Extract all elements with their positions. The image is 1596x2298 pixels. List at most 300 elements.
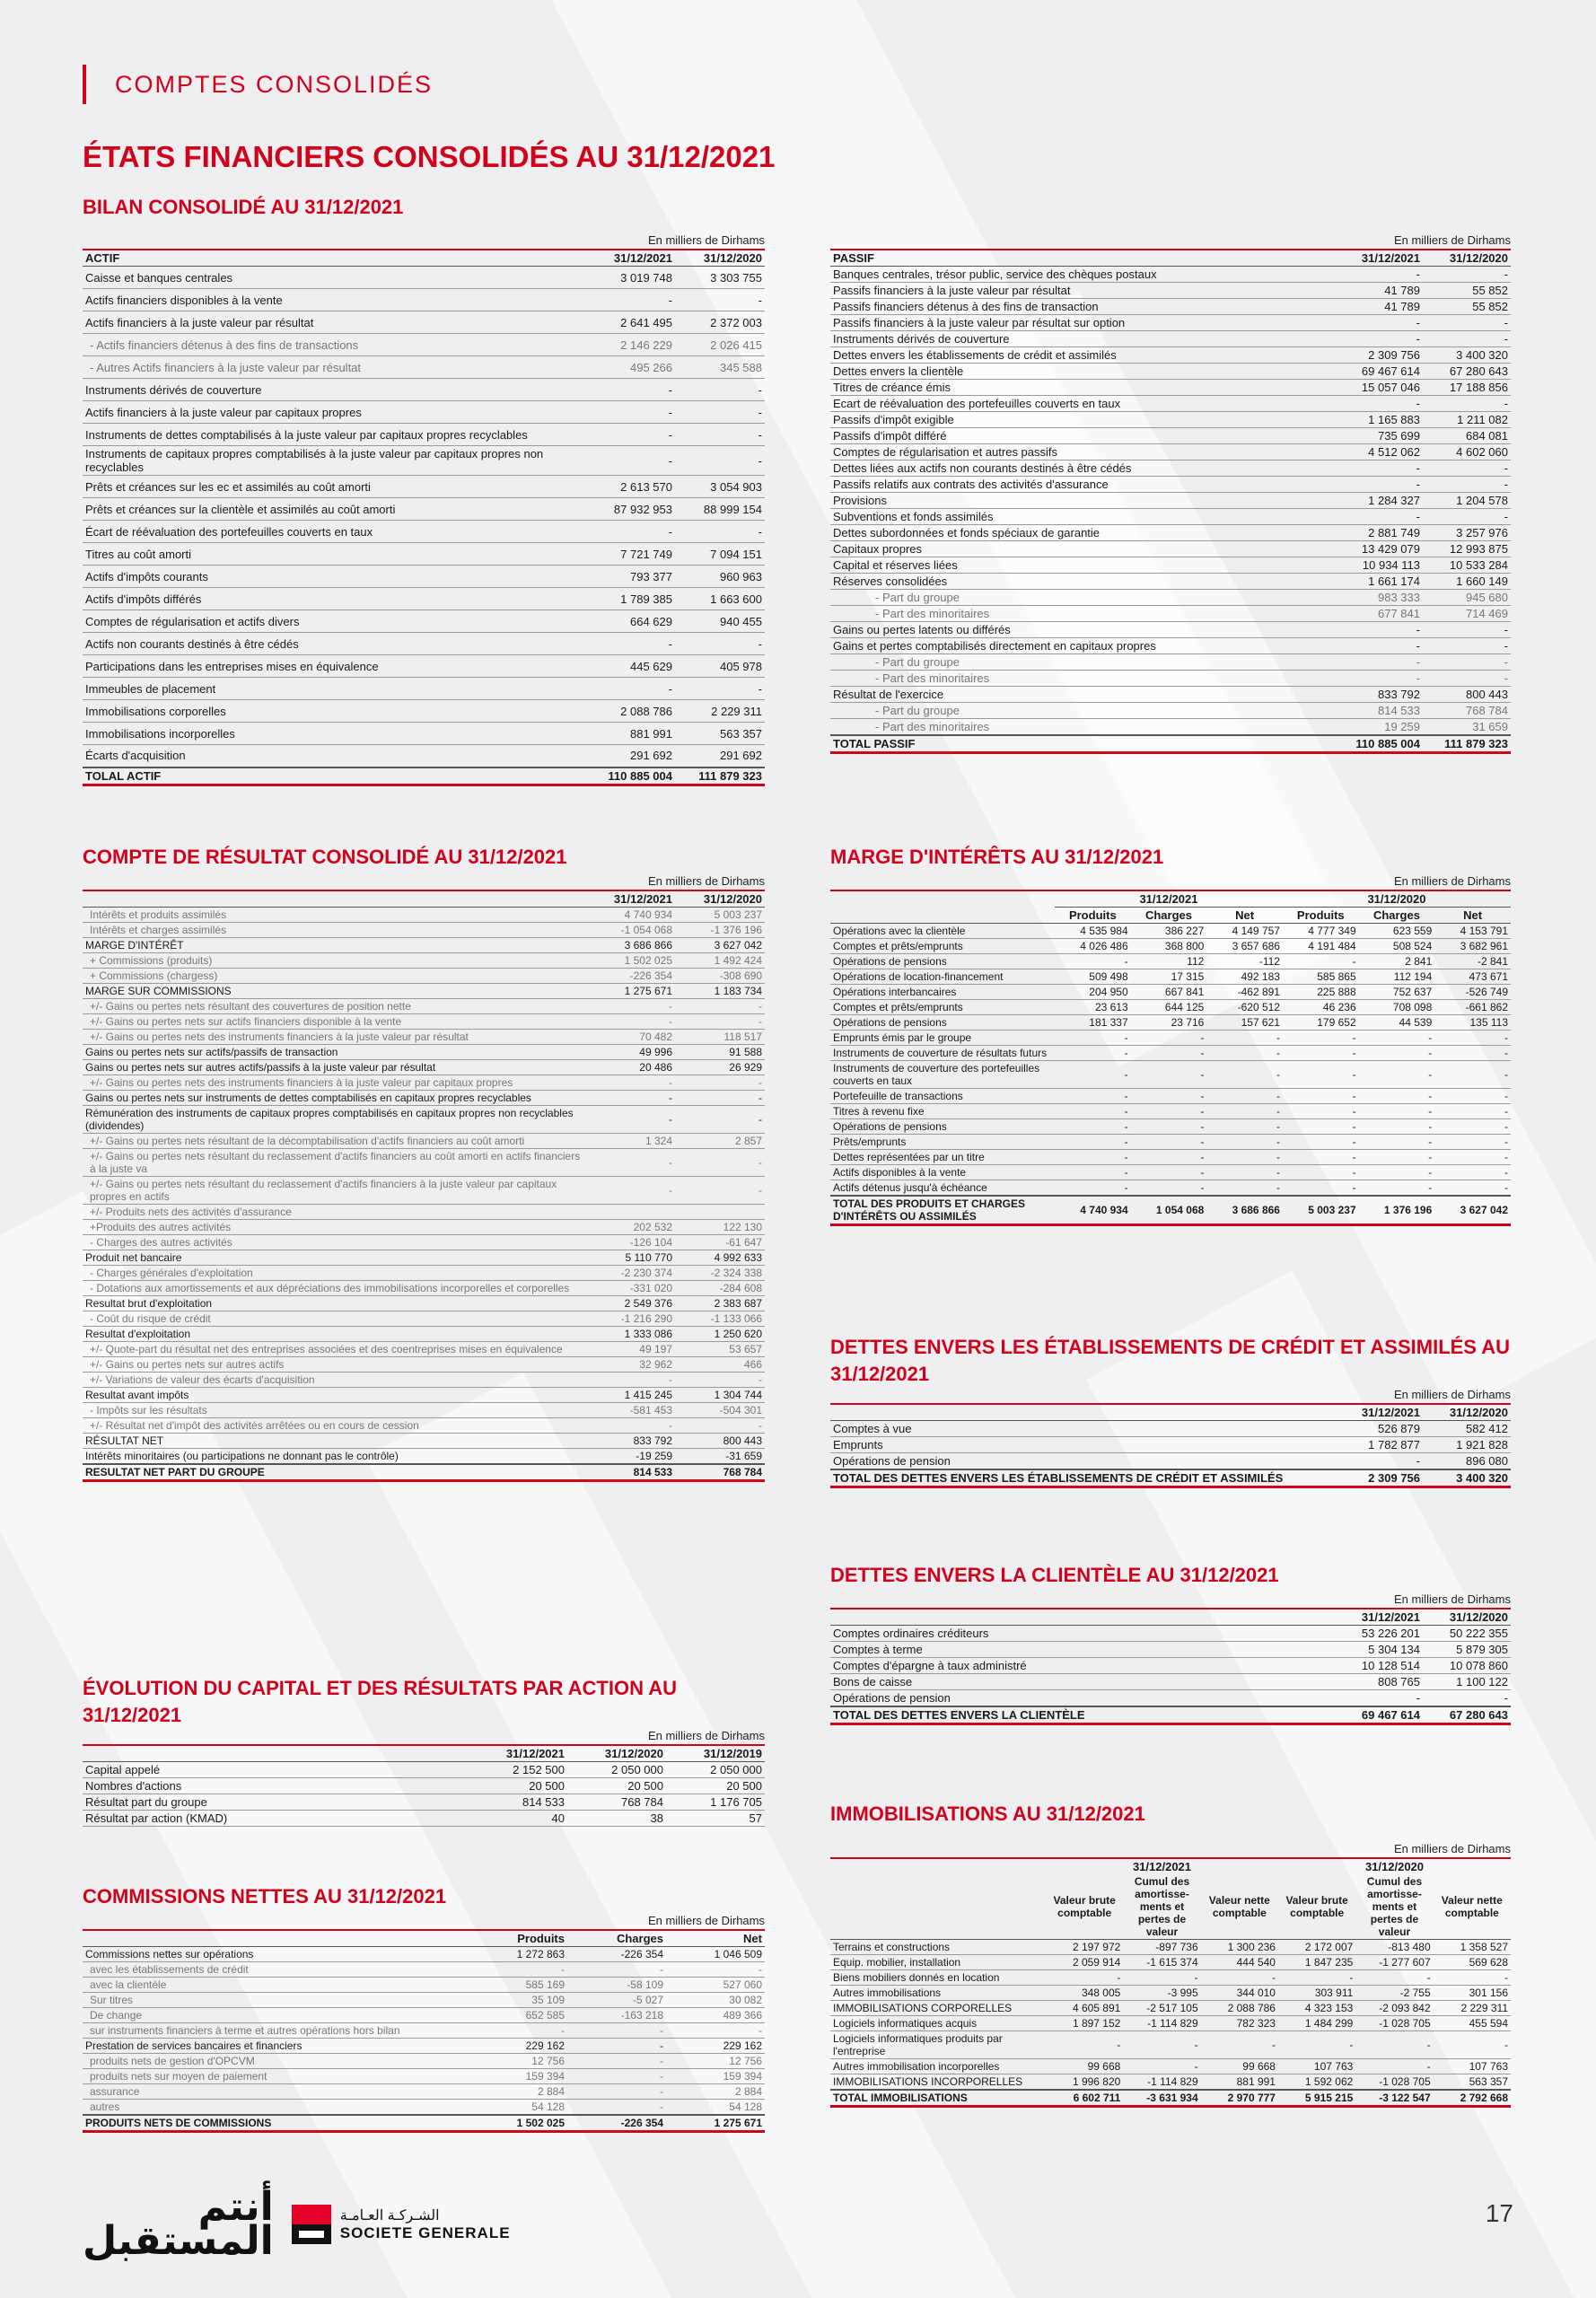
row-label: Actifs financiers à la juste valeur par résultat	[83, 311, 585, 334]
row-value: -	[1333, 267, 1423, 283]
row-value: -	[1434, 1046, 1511, 1061]
row-label: Comptes et prêts/emprunts	[830, 939, 1055, 954]
row-label: Actifs d'impôts différés	[83, 588, 585, 610]
row-value: -	[469, 1962, 567, 1978]
row-value: 12 756	[666, 2054, 765, 2069]
row-label: Capital et réserves liées	[830, 557, 1333, 574]
row-value: 1 304 744	[675, 1388, 765, 1403]
row-value: 1 211 082	[1423, 412, 1511, 428]
table-row	[83, 1091, 765, 1106]
row-value: -1 615 374	[1123, 1955, 1200, 1970]
page-title: ÉTATS FINANCIERS CONSOLIDÉS AU 31/12/2021	[83, 140, 776, 173]
row-label: +/- Gains ou pertes nets résultant de la décomptabilisation d'actifs financiers au coût amorti	[83, 1134, 585, 1149]
row-value: 5 879 305	[1423, 1642, 1511, 1658]
commissions-total	[83, 2115, 765, 2132]
row-label: Comptes de régularisation et actifs divers	[83, 610, 585, 633]
row-value: -61 647	[675, 1235, 765, 1250]
immo-section	[830, 1801, 1511, 2108]
table-row	[83, 2069, 765, 2084]
row-value: -	[1055, 1061, 1131, 1089]
row-label: Produit net bancaire	[83, 1250, 585, 1266]
table-row	[830, 331, 1511, 347]
row-label: - Charges générales d'exploitation	[83, 1266, 585, 1281]
marge-corner	[830, 890, 1055, 908]
row-value: -	[1333, 509, 1423, 525]
row-value: 800 443	[1423, 687, 1511, 703]
row-value: 118 517	[675, 1030, 765, 1045]
unit-label: En milliers de Dirhams	[1393, 233, 1511, 247]
table-row	[830, 2016, 1511, 2031]
row-value: -	[1131, 1104, 1207, 1119]
row-value: 1 183 734	[675, 984, 765, 999]
table-row	[83, 610, 765, 633]
row-value: 1 996 820	[1046, 2074, 1123, 2091]
row-value: -	[585, 1149, 675, 1177]
table-row	[830, 396, 1511, 412]
resultat-col-2020: 31/12/2020	[675, 890, 765, 908]
immo-col-amort-2020: Cumul des amortisse-ments et pertes de valeur	[1355, 1874, 1433, 1940]
table-row	[830, 444, 1511, 460]
table-row	[830, 1986, 1511, 2001]
total-label: TOTAL DES DETTES ENVERS LA CLIENTÈLE	[830, 1706, 1333, 1724]
actif-body	[83, 267, 765, 767]
table-row	[83, 1978, 765, 1993]
row-label: Instruments de capitaux propres comptabilisés à la juste valeur par capitaux propres non recyclables	[83, 446, 585, 476]
row-label: +/- Gains ou pertes nets résultant du reclassement d'actifs financiers à la juste valeur par capitaux propres en actifs	[83, 1177, 585, 1205]
table-row	[830, 1180, 1511, 1197]
marge-col-produits-2021: Produits	[1055, 908, 1131, 924]
row-value: 301 156	[1434, 1986, 1511, 2001]
row-value: 793 377	[585, 566, 675, 588]
row-value: -	[1434, 1135, 1511, 1150]
societe-generale-logo	[292, 2205, 511, 2244]
immo-table	[830, 1857, 1511, 2108]
row-label: Comptes à terme	[830, 1642, 1333, 1658]
row-label: - Autres Actifs financiers à la juste valeur par résultat	[83, 356, 585, 379]
row-label: Prêts et créances sur les ec et assimilés au coût amorti	[83, 476, 585, 498]
row-value: 1 484 299	[1278, 2016, 1355, 2031]
row-label: Actifs d'impôts courants	[83, 566, 585, 588]
row-value: -462 891	[1206, 985, 1283, 1000]
table-row	[83, 1403, 765, 1418]
row-value: -1 028 705	[1355, 2074, 1433, 2091]
table-row	[830, 1089, 1511, 1104]
dettes-clientele-header-row	[830, 1609, 1511, 1626]
row-value: -	[675, 401, 765, 424]
row-value: 2 372 003	[675, 311, 765, 334]
row-label: Instruments de couverture des portefeuilles couverts en taux	[830, 1061, 1055, 1089]
row-value: 1 333 086	[585, 1327, 675, 1342]
row-label: +/- Résultat net d'impôt des activités arrêtées ou en cours de cession	[83, 1418, 585, 1434]
commissions-section	[83, 1883, 765, 2133]
row-value: 1 661 174	[1333, 574, 1423, 590]
row-value: -126 104	[585, 1235, 675, 1250]
table-row	[83, 2023, 765, 2039]
sg-arabic-name: الشـركـة العـامـة	[339, 2208, 440, 2223]
row-value: -	[675, 678, 765, 700]
table-row	[830, 412, 1511, 428]
row-value: 107 763	[1434, 2059, 1511, 2074]
row-value: -	[1206, 1165, 1283, 1180]
table-row	[830, 1626, 1511, 1642]
row-value: 677 841	[1333, 606, 1423, 622]
total-value: 814 533	[585, 1464, 675, 1481]
row-value: 55 852	[1423, 299, 1511, 315]
row-value: -	[1359, 1165, 1435, 1180]
row-value: 508 524	[1359, 939, 1435, 954]
row-value: 582 412	[1423, 1421, 1511, 1437]
table-row	[830, 671, 1511, 687]
row-label: +/- Variations de valeur des écarts d'acquisition	[83, 1373, 585, 1388]
row-value: -	[585, 1014, 675, 1030]
table-row	[830, 1000, 1511, 1015]
dettes-clientele-total	[830, 1706, 1511, 1724]
row-value: 4 191 484	[1283, 939, 1359, 954]
row-value: 881 991	[1201, 2074, 1278, 2091]
row-value: -	[1055, 1104, 1131, 1119]
row-label: Passifs financiers à la juste valeur par résultat sur option	[830, 315, 1333, 331]
row-value: -	[585, 633, 675, 655]
row-label: - Dotations aux amortissements et aux dépréciations des immobilisations incorporelles et corporelles	[83, 1281, 585, 1296]
row-value: 4 602 060	[1423, 444, 1511, 460]
table-row	[83, 1075, 765, 1091]
row-label: Instruments de couverture de résultats futurs	[830, 1046, 1055, 1061]
row-value: -	[1434, 1150, 1511, 1165]
row-value: 53 226 201	[1333, 1626, 1423, 1642]
row-value: -	[1206, 1046, 1283, 1061]
row-label: Banques centrales, trésor public, service des chèques postaux	[830, 267, 1333, 283]
row-label: Titres à revenu fixe	[830, 1104, 1055, 1119]
table-row	[83, 424, 765, 446]
table-row	[83, 2084, 765, 2100]
row-label: - Part des minoritaires	[830, 719, 1333, 736]
row-value: -284 608	[675, 1281, 765, 1296]
total-row	[83, 767, 765, 785]
row-value: -	[1131, 1180, 1207, 1197]
table-row	[830, 638, 1511, 654]
row-label: avec les établissements de crédit	[83, 1962, 469, 1978]
total-value: -3 631 934	[1123, 2090, 1200, 2107]
row-label: Opérations de pensions	[830, 1015, 1055, 1031]
marge-col-charges-2020: Charges	[1359, 908, 1435, 924]
row-label: Instruments dérivés de couverture	[830, 331, 1333, 347]
row-label: Gains ou pertes nets sur autres actifs/passifs à la juste valeur par résultat	[83, 1060, 585, 1075]
resultat-body	[83, 908, 765, 1465]
row-value: -1 054 068	[585, 923, 675, 938]
table-row	[83, 1388, 765, 1403]
row-value: 1 663 600	[675, 588, 765, 610]
row-label: Actifs financiers disponibles à la vente	[83, 289, 585, 311]
row-value: -	[567, 2023, 666, 2039]
table-row	[830, 1119, 1511, 1135]
row-value: -	[1201, 1970, 1278, 1986]
row-value: 15 057 046	[1333, 380, 1423, 396]
table-row	[83, 969, 765, 984]
row-value: 814 533	[469, 1794, 567, 1811]
row-label: Prestation de services bancaires et financiers	[83, 2039, 469, 2054]
row-label: - Part du groupe	[830, 654, 1333, 671]
dettes-credit-header-row	[830, 1404, 1511, 1421]
row-label: +Produits des autres activités	[83, 1220, 585, 1235]
row-value: 3 400 320	[1423, 347, 1511, 364]
row-value: 684 081	[1423, 428, 1511, 444]
row-value: -	[1423, 671, 1511, 687]
row-value: -	[1423, 331, 1511, 347]
resultat-section	[83, 844, 765, 1482]
actif-section	[83, 233, 765, 786]
marge-total	[830, 1196, 1511, 1225]
row-value: -581 453	[585, 1403, 675, 1418]
dettes-clientele-col-2020: 31/12/2020	[1423, 1609, 1511, 1626]
table-row	[830, 654, 1511, 671]
sg-square-icon	[292, 2205, 331, 2244]
bilan-section	[83, 194, 1510, 221]
table-row	[830, 299, 1511, 315]
row-label: Sur titres	[83, 1993, 469, 2008]
table-row	[83, 1373, 765, 1388]
row-value: 20 500	[567, 1778, 666, 1794]
row-label: Opérations avec la clientèle	[830, 924, 1055, 939]
table-row	[83, 1296, 765, 1311]
row-value: 1 165 883	[1333, 412, 1423, 428]
row-value: -	[1333, 396, 1423, 412]
row-value: 99 668	[1046, 2059, 1123, 2074]
row-label: - Part des minoritaires	[830, 606, 1333, 622]
total-row	[83, 2115, 765, 2132]
antoum-al-moustakbal-logo	[83, 2184, 274, 2264]
row-value: 53 657	[675, 1342, 765, 1357]
marge-section	[830, 844, 1511, 1226]
row-label: Actifs détenus jusqu'à échéance	[830, 1180, 1055, 1197]
marge-header-row	[830, 908, 1511, 924]
evolution-title: ÉVOLUTION DU CAPITAL ET DES RÉSULTATS PAR ACTION AU 31/12/2021	[83, 1677, 678, 1726]
row-label: MARGE SUR COMMISSIONS	[83, 984, 585, 999]
row-value: 1 176 705	[666, 1794, 765, 1811]
row-label: Rémunération des instruments de capitaux propres comptabilisés en capitaux propres non recyclables (dividendes)	[83, 1106, 585, 1134]
row-value: 833 792	[1333, 687, 1423, 703]
row-value: -	[1423, 638, 1511, 654]
row-value: 2 026 415	[675, 334, 765, 356]
row-value: -	[1055, 954, 1131, 969]
resultat-header-row	[83, 890, 765, 908]
row-value: -	[675, 1177, 765, 1205]
row-label: produits nets de gestion d'OPCVM	[83, 2054, 469, 2069]
row-label: Actifs non courants destinés à être cédés	[83, 633, 585, 655]
row-value: -	[1055, 1150, 1131, 1165]
row-value: -	[585, 1091, 675, 1106]
row-label: Opérations de pension	[830, 1453, 1333, 1470]
row-value: -	[1131, 1119, 1207, 1135]
row-value: -	[1123, 2031, 1200, 2059]
marge-table	[830, 890, 1511, 1226]
row-value: 1 272 863	[469, 1947, 567, 1962]
row-value: 386 227	[1131, 924, 1207, 939]
row-value: -	[1055, 1135, 1131, 1150]
marge-col-produits-2020: Produits	[1283, 908, 1359, 924]
row-label: Biens mobiliers donnés en location	[830, 1970, 1046, 1986]
table-row	[830, 719, 1511, 736]
row-value: 445 629	[585, 655, 675, 678]
table-row	[83, 1418, 765, 1434]
row-value: 2 088 786	[585, 700, 675, 723]
table-row	[83, 700, 765, 723]
actif-col-2021: 31/12/2021	[585, 250, 675, 267]
table-row	[83, 521, 765, 543]
immo-year-row	[830, 1858, 1511, 1874]
sg-french-name: SOCIETE GENERALE	[339, 2224, 511, 2241]
row-value: -	[1359, 1150, 1435, 1165]
table-row	[830, 525, 1511, 541]
row-value: 563 357	[1434, 2074, 1511, 2091]
row-label: Comptes et prêts/emprunts	[830, 1000, 1055, 1015]
row-value: -	[1283, 954, 1359, 969]
row-value: 46 236	[1283, 1000, 1359, 1015]
table-row	[83, 633, 765, 655]
row-value: -	[585, 999, 675, 1014]
row-label: Actifs financiers à la juste valeur par capitaux propres	[83, 401, 585, 424]
row-label: Autres immobilisations	[830, 1986, 1046, 2001]
row-value: 159 394	[469, 2069, 567, 2084]
table-row	[83, 311, 765, 334]
commissions-col-net: Net	[666, 1930, 765, 1947]
dettes-clientele-body	[830, 1626, 1511, 1707]
row-value: -	[567, 2039, 666, 2054]
marge-col-label	[830, 908, 1055, 924]
table-row	[83, 1311, 765, 1327]
row-value: 10 533 284	[1423, 557, 1511, 574]
actif-table	[83, 249, 765, 786]
row-value: 492 183	[1206, 969, 1283, 985]
row-value: 30 082	[666, 1993, 765, 2008]
row-value: 444 540	[1201, 1955, 1278, 1970]
row-label: produits nets sur moyen de paiement	[83, 2069, 469, 2084]
row-value: -1 114 829	[1123, 2074, 1200, 2091]
table-row	[83, 655, 765, 678]
table-row	[83, 1762, 765, 1778]
row-value: -	[1333, 638, 1423, 654]
row-value: -	[585, 1177, 675, 1205]
row-value: -	[675, 1014, 765, 1030]
total-value: 2 309 756	[1333, 1469, 1423, 1487]
table-row	[83, 588, 765, 610]
row-value: -	[675, 379, 765, 401]
footer-logos	[83, 2184, 511, 2264]
table-row	[830, 939, 1511, 954]
row-value: 2 059 914	[1046, 1955, 1123, 1970]
unit-label: En milliers de Dirhams	[1393, 1388, 1511, 1401]
row-value: 1 492 424	[675, 953, 765, 969]
total-label: TOTAL IMMOBILISATIONS	[830, 2090, 1046, 2107]
row-value: 291 692	[585, 745, 675, 767]
bilan-title: BILAN CONSOLIDÉ AU 31/12/2021	[83, 196, 404, 218]
row-value: -	[675, 1373, 765, 1388]
row-label: Subventions et fonds assimilés	[830, 509, 1333, 525]
total-label: PRODUITS NETS DE COMMISSIONS	[83, 2115, 469, 2132]
row-value: 714 469	[1423, 606, 1511, 622]
row-value: 20 500	[469, 1778, 567, 1794]
table-row	[83, 2039, 765, 2054]
row-value: 2 197 972	[1046, 1940, 1123, 1955]
passif-section	[830, 233, 1511, 754]
row-value: 2 152 500	[469, 1762, 567, 1778]
table-row	[83, 908, 765, 923]
row-value: 509 498	[1055, 969, 1131, 985]
table-row	[83, 476, 765, 498]
row-label: Instruments dérivés de couverture	[83, 379, 585, 401]
row-label: Capitaux propres	[830, 541, 1333, 557]
row-value: 2 383 687	[675, 1296, 765, 1311]
row-value: 495 266	[585, 356, 675, 379]
table-row	[830, 1046, 1511, 1061]
passif-header-row	[830, 250, 1511, 267]
table-row	[830, 1940, 1511, 1955]
row-value: -	[675, 289, 765, 311]
total-label: TOTAL DES PRODUITS ET CHARGES D'INTÉRÊTS OU ASSIMILÉS	[830, 1196, 1055, 1225]
row-value: 2 884	[666, 2084, 765, 2100]
row-value: -331 020	[585, 1281, 675, 1296]
row-value: 1 921 828	[1423, 1437, 1511, 1453]
commissions-title: COMMISSIONS NETTES AU 31/12/2021	[83, 1885, 447, 1908]
row-value: 1 502 025	[585, 953, 675, 969]
row-value: 3 627 042	[675, 938, 765, 953]
unit-label: En milliers de Dirhams	[647, 1729, 765, 1742]
dettes-credit-section	[830, 1334, 1511, 1488]
row-value: -	[1278, 2031, 1355, 2059]
row-label: Opérations de pensions	[830, 1119, 1055, 1135]
table-row	[83, 1778, 765, 1794]
page-number: 17	[1485, 2199, 1513, 2227]
row-label: Intérêts minoritaires (ou participations ne donnant pas le contrôle)	[83, 1449, 585, 1465]
table-row	[830, 606, 1511, 622]
table-row	[830, 1165, 1511, 1180]
row-value: 623 559	[1359, 924, 1435, 939]
passif-body	[830, 267, 1511, 736]
row-label: - Impôts sur les résultats	[83, 1403, 585, 1418]
table-row	[830, 428, 1511, 444]
row-label: Gains ou pertes nets sur actifs/passifs de transaction	[83, 1045, 585, 1060]
row-label: Nombres d'actions	[83, 1778, 469, 1794]
table-row	[830, 985, 1511, 1000]
row-label: Dettes subordonnées et fonds spéciaux de garantie	[830, 525, 1333, 541]
row-label: Capital appelé	[83, 1762, 469, 1778]
table-row	[83, 1434, 765, 1449]
row-value: 1 250 620	[675, 1327, 765, 1342]
row-value: 833 792	[585, 1434, 675, 1449]
row-value: 4 149 757	[1206, 924, 1283, 939]
row-value: -	[1046, 1970, 1123, 1986]
row-value: -	[585, 379, 675, 401]
row-value: -1 277 607	[1355, 1955, 1433, 1970]
table-row	[83, 2054, 765, 2069]
row-value: -1 114 829	[1123, 2016, 1200, 2031]
row-label: Résultat part du groupe	[83, 1794, 469, 1811]
row-value: 41 789	[1333, 283, 1423, 299]
row-value: -	[1333, 477, 1423, 493]
row-value: 345 588	[675, 356, 765, 379]
row-value: 1 204 578	[1423, 493, 1511, 509]
row-value: -226 354	[585, 969, 675, 984]
row-value: 1 300 236	[1201, 1940, 1278, 1955]
row-value: -	[1055, 1089, 1131, 1104]
dettes-clientele-title: DETTES ENVERS LA CLIENTÈLE AU 31/12/2021	[830, 1564, 1279, 1586]
row-value: -	[1355, 2031, 1433, 2059]
row-value: -	[567, 2084, 666, 2100]
row-value: 3 682 961	[1434, 939, 1511, 954]
row-value: 54 128	[469, 2100, 567, 2116]
resultat-title: COMPTE DE RÉSULTAT CONSOLIDÉ AU 31/12/2021	[83, 846, 567, 868]
row-value: 303 911	[1278, 1986, 1355, 2001]
total-row	[830, 735, 1511, 753]
